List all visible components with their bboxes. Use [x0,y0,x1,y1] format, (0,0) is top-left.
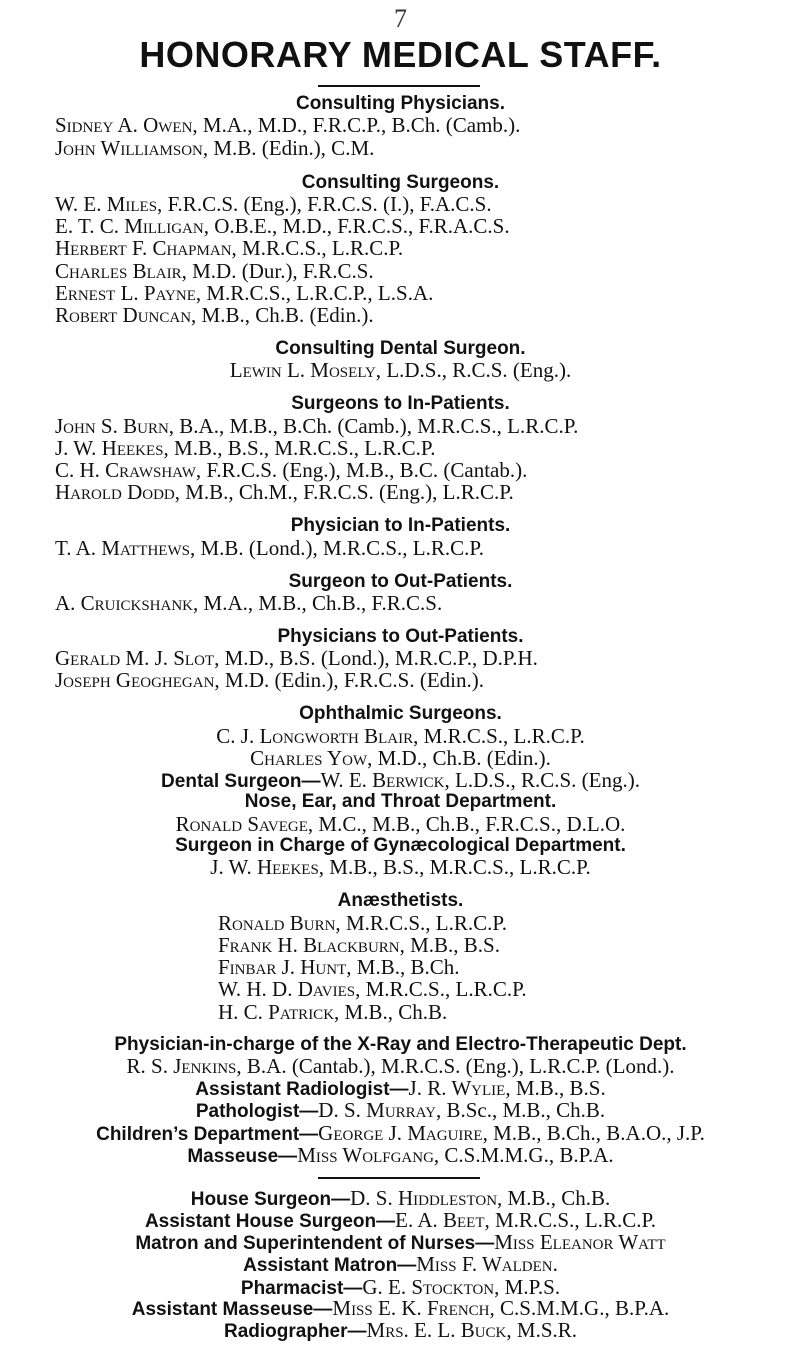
staff-qualifications: M.R.C.S., L.R.C.P., L.S.A. [201,280,434,305]
section-heading: Nose, Ear, and Throat Department. [244,791,557,813]
staff-entry [55,137,374,159]
role-label: Masseuse— [187,1146,298,1167]
staff-name: Lewin L. Mosely, [229,358,382,383]
staff-entry [55,647,538,669]
role-label: Pathologist— [195,1101,319,1123]
staff-entry [55,215,510,237]
staff-name: Frank H. Blackburn, [218,932,405,957]
staff-name: Miss Eleanor Watt [494,1230,666,1255]
title-divider [318,85,480,87]
section-heading: Surgeons to In-Patients. [291,393,510,415]
staff-name: Miss Wolfgang, [297,1143,440,1167]
dental-surgeon-line [0,769,801,793]
role-label: Pharmacist— [240,1277,363,1299]
role-label: Assistant Masseuse— [131,1299,333,1320]
matron-line [0,1231,801,1255]
staff-name: C. J. Longworth Blair, [216,723,419,748]
role-label: Assistant Radiologist— [195,1079,409,1101]
staff-entry [218,1001,447,1023]
staff-qualifications: L.D.S., R.C.S. (Eng.). [449,768,640,793]
role-label: Children’s Department— [96,1123,319,1145]
staff-name: J. R. Wylie, [408,1076,511,1101]
staff-name: Ronald Burn, [218,910,341,935]
staff-entry [0,813,801,835]
section-heading: Anæsthetists. [337,890,464,912]
staff-name: Miss F. Walden. [416,1252,558,1277]
staff-qualifications: M.P.S. [499,1274,561,1299]
staff-qualifications: O.B.E., M.D., F.R.C.S., F.R.A.C.S. [208,214,510,238]
section-heading: Surgeon to Out-Patients. [288,570,513,592]
staff-entry [0,1055,801,1077]
staff-name: Charles Yow, [250,745,373,770]
staff-name: Miss E. K. French, [332,1296,495,1320]
staff-name: G. E. Stockton, [362,1274,500,1299]
staff-qualifications: M.R.C.S., L.R.C.P. [489,1207,657,1232]
staff-qualifications: M.A., M.B., Ch.B., F.R.C.S. [198,590,443,615]
staff-entry [55,437,435,459]
staff-name: Sidney A. Owen, [55,113,198,138]
staff-entry [0,747,801,769]
staff-entry [55,237,403,259]
staff-qualifications: B.A. (Cantab.), M.R.C.S. (Eng.), L.R.C.P. (Lond.). [241,1053,675,1078]
staff-entry [218,978,527,1000]
staff-qualifications: M.D. (Edin.), F.R.C.S. (Edin.). [219,668,484,693]
staff-name: E. A. Beet, [395,1207,490,1232]
staff-qualifications: F.R.C.S. (Eng.), F.R.C.S. (I.), F.A.C.S. [162,191,492,216]
staff-qualifications: M.B., B.S., M.R.C.S., L.R.C.P. [324,855,591,880]
staff-qualifications: M.B., Ch.B. (Edin.). [196,303,374,328]
staff-name: J. W. Heekes, [210,855,325,880]
staff-name: Harold Dodd, [55,480,180,505]
staff-qualifications: M.B., Ch.B. [502,1185,611,1210]
staff-name: George J. Maguire, [318,1120,488,1145]
staff-qualifications: C.S.M.M.G., B.P.A. [494,1296,670,1320]
assistant-house-surgeon-line [0,1209,801,1233]
role-label: Assistant Matron— [243,1255,417,1277]
section-heading: Surgeon in Charge of Gynæcological Department. [175,835,626,856]
staff-entry [0,856,801,878]
role-label: Assistant House Surgeon— [144,1210,396,1232]
staff-qualifications: M.D. (Dur.), F.R.C.S. [186,258,374,283]
radiographer-line [0,1319,801,1343]
staff-entry [55,669,484,691]
staff-qualifications: M.B. (Lond.), M.R.C.S., L.R.C.P. [195,535,485,560]
staff-entry [55,592,442,614]
staff-entry [218,912,507,934]
staff-name: A. Cruickshank, [55,590,199,615]
section-heading: Physician-in-charge of the X-Ray and Electro-Therapeutic Dept. [114,1033,687,1055]
staff-name: Mrs. E. L. Buck, [366,1318,512,1342]
section-heading: Consulting Physicians. [295,93,506,114]
staff-entry [0,725,801,747]
staff-qualifications: F.R.C.S. (Eng.), M.B., B.C. (Cantab.). [201,458,528,483]
section-heading: Ophthalmic Surgeons. [299,703,502,725]
staff-name: T. A. Matthews, [55,535,196,560]
staff-qualifications: M.R.C.S., L.R.C.P. [360,977,527,1002]
staff-name: Charles Blair, [55,258,187,283]
staff-name: C. H. Crawshaw, [55,458,202,483]
staff-entry [218,934,500,956]
staff-entry [55,537,484,559]
staff-qualifications: M.B. (Edin.), C.M. [208,135,375,160]
staff-name: D. S. Murray, [318,1098,442,1123]
section-heading: Consulting Surgeons. [301,171,500,193]
page-title: HONORARY MEDICAL STAFF. [139,34,662,75]
staff-entry [218,956,459,978]
masseuse-line [0,1144,801,1168]
staff-qualifications: M.D., Ch.B. (Edin.). [372,745,551,770]
section-heading: Physician to In-Patients. [290,515,511,537]
staff-name: Finbar J. Hunt, [218,955,352,979]
staff-entry [55,193,492,215]
staff-qualifications: M.R.C.S., L.R.C.P. [236,236,404,261]
staff-qualifications: B.A., M.B., B.Ch. (Camb.), M.R.C.S., L.R.C.P. [174,413,579,438]
staff-qualifications: M.A., M.D., F.R.C.P., B.Ch. (Camb.). [197,113,521,138]
staff-name: John S. Burn, [55,413,175,438]
staff-entry [55,114,520,136]
staff-name: R. S. Jenkins, [126,1053,242,1078]
staff-qualifications: L.D.S., R.C.S. (Eng.). [381,358,572,383]
role-label: Matron and Superintendent of Nurses— [135,1233,495,1255]
staff-name: Ronald Savege, [175,811,314,836]
staff-qualifications: M.B., B.S. [510,1076,606,1101]
section-heading: Physicians to Out-Patients. [277,625,524,647]
staff-entry [55,415,578,437]
staff-qualifications: C.S.M.M.G., B.P.A. [439,1143,614,1167]
staff-name: Robert Duncan, [55,303,197,328]
role-label: Dental Surgeon— [161,771,321,793]
staff-name: W. H. D. Davies, [218,977,361,1002]
staff-name: J. W. Heekes, [55,435,169,460]
staff-name: E. T. C. Milligan, [55,214,209,238]
staff-entry [55,481,514,503]
staff-qualifications: M.B., B.S., M.R.C.S., L.R.C.P. [168,435,436,460]
staff-qualifications: M.D., B.S. (Lond.), M.R.C.P., D.P.H. [219,646,538,671]
staff-qualifications: B.Sc., M.B., Ch.B. [441,1098,606,1123]
staff-name: W. E. Miles, [55,191,163,216]
role-label: House Surgeon— [190,1188,351,1210]
staff-entry [0,359,801,381]
staff-name: W. E. Berwick, [320,768,450,793]
staff-entry [55,304,374,326]
staff-name: Herbert F. Chapman, [55,236,237,261]
staff-qualifications: M.B., B.S. [404,932,500,957]
staff-name: Ernest L. Payne, [55,280,202,305]
section-heading: Consulting Dental Surgeon. [275,338,526,360]
staff-entry [55,282,433,304]
staff-qualifications: M.S.R. [511,1318,577,1342]
staff-name: H. C. Patrick, [218,999,340,1024]
staff-name: Joseph Geoghegan, [55,668,220,693]
staff-qualifications: M.B., Ch.B. [339,999,448,1024]
staff-qualifications: M.B., B.Ch. [351,955,460,979]
role-label: Radiographer— [224,1321,367,1342]
page-number: 7 [394,4,407,33]
section-divider [318,1177,480,1179]
staff-qualifications: M.B., B.Ch., B.A.O., J.P. [487,1120,705,1145]
staff-qualifications: M.C., M.B., Ch.B., F.R.C.S., D.L.O. [313,811,626,836]
staff-entry [55,260,374,282]
staff-qualifications: M.B., Ch.M., F.R.C.S. (Eng.), L.R.C.P. [180,480,514,505]
staff-qualifications: M.R.C.S., L.R.C.P. [418,723,585,748]
staff-name: John Williamson, [55,135,209,160]
staff-entry [55,459,527,481]
staff-name: D. S. Hiddleston, [350,1185,503,1210]
staff-name: Gerald M. J. Slot, [55,646,220,671]
staff-qualifications: M.R.C.S., L.R.C.P. [340,910,507,935]
